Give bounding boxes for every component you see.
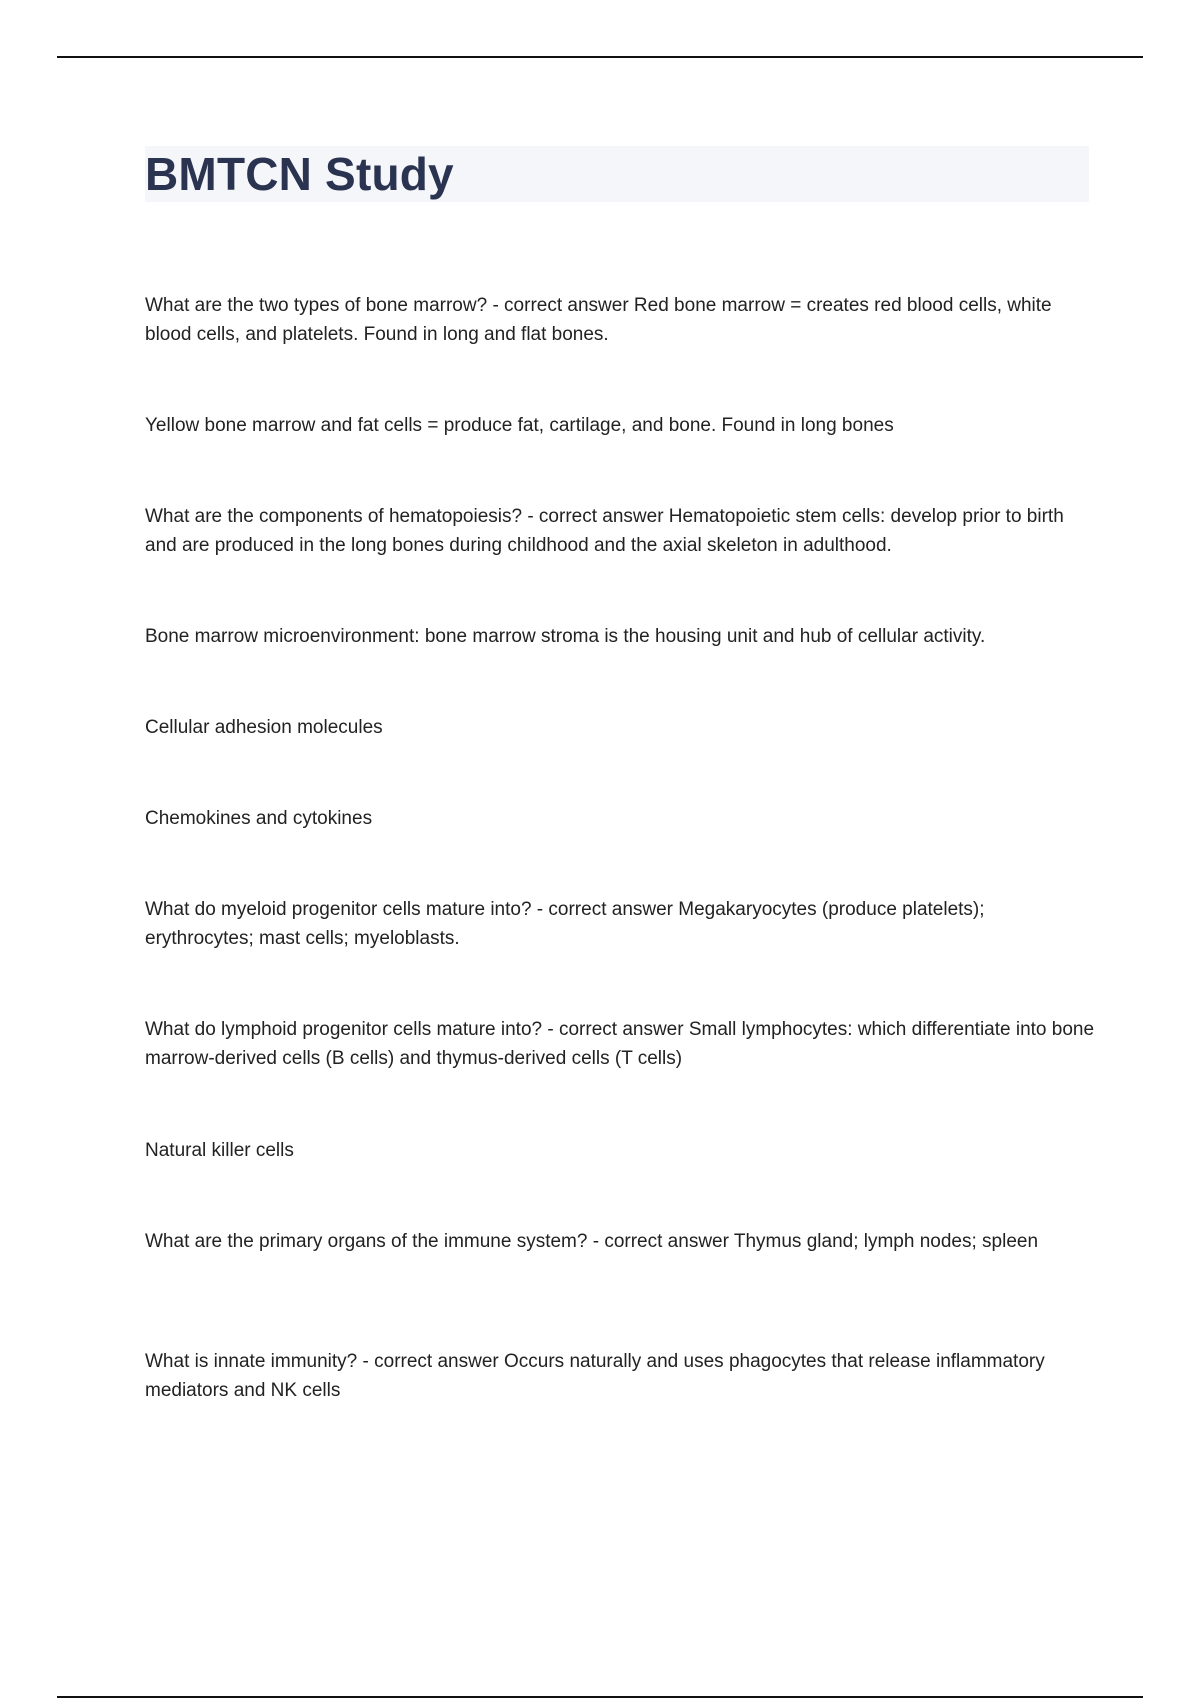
paragraph-hematopoiesis: What are the components of hematopoiesis? - correct answer Hematopoietic stem cells: develop prior to birth and are produced in the long bones during childhood and the axial skeleton in adulthood.: [145, 506, 1064, 556]
title-banner: [145, 146, 1089, 202]
paragraph-bone-marrow-types: What are the two types of bone marrow? - correct answer Red bone marrow = creates red blood cells, white blood cells, and platelets. Found in long and flat bones.: [145, 295, 1052, 345]
paragraph-microenvironment: Bone marrow microenvironment: bone marrow stroma is the housing unit and hub of cellular activity.: [145, 626, 986, 647]
paragraph-chemokines: Chemokines and cytokines: [145, 808, 373, 829]
document-title: BMTCN Study: [145, 148, 454, 200]
paragraph-myeloid-progenitor: What do myeloid progenitor cells mature into? - correct answer Megakaryocytes (produce platelets); erythrocytes; mast cells; myeloblasts.: [145, 899, 985, 949]
bottom-rule: [57, 1696, 1143, 1698]
paragraph-adhesion-molecules: Cellular adhesion molecules: [145, 717, 383, 738]
paragraph-yellow-marrow: Yellow bone marrow and fat cells = produce fat, cartilage, and bone. Found in long bones: [145, 415, 894, 436]
paragraph-immune-organs: What are the primary organs of the immune system? - correct answer Thymus gland; lymph nodes; spleen: [145, 1231, 1039, 1252]
top-rule: [57, 56, 1143, 58]
paragraph-lymphoid-progenitor: What do lymphoid progenitor cells mature into? - correct answer Small lymphocytes: which differentiate into bone marrow-derived cells (B cells) and thymus-derived cells (T cells): [145, 1019, 1095, 1069]
paragraph-nk-cells: Natural killer cells: [145, 1140, 294, 1161]
paragraph-innate-immunity: What is innate immunity? - correct answer Occurs naturally and uses phagocytes that release inflammatory mediators and NK cells: [145, 1351, 1045, 1401]
